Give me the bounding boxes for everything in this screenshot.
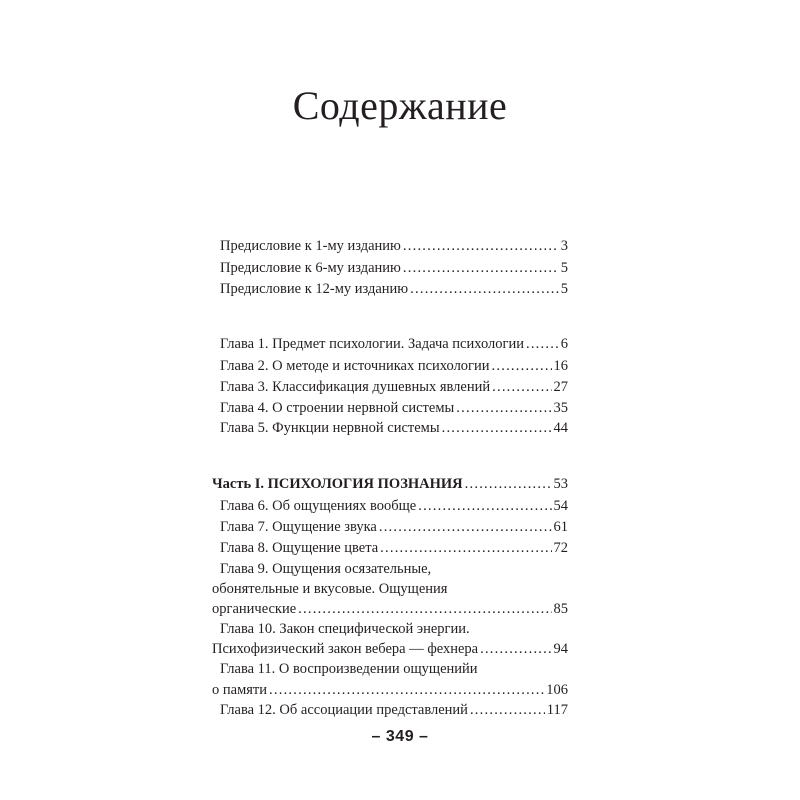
toc-entry-page: 3 <box>560 238 568 254</box>
toc-entry-chapter-11 <box>212 678 568 699</box>
toc-entry-label: Предисловие к 1-му изданию <box>220 238 401 254</box>
leader-dots <box>379 519 552 536</box>
toc-entry-page: 16 <box>553 358 568 374</box>
toc-entry-chapter-9 <box>212 597 568 618</box>
leader-dots <box>492 379 551 396</box>
toc-entry-label: Глава 4. О строении нервной системы <box>220 400 455 416</box>
toc-entry-label: Глава 8. Ощущение цвета <box>220 540 379 556</box>
toc-entry-chapter-12 <box>212 698 568 719</box>
toc-entry-label: Предисловие к 12-му изданию <box>220 281 409 297</box>
toc-entry-chapter-9-line-1: Глава 9. Ощущения осязательные, <box>220 561 432 577</box>
leader-dots <box>410 281 559 298</box>
leader-dots <box>403 260 559 277</box>
leader-dots <box>480 641 551 658</box>
toc-entry-label: Психофизический закон вебера — фехнера <box>212 641 479 657</box>
toc-entry-part-1 <box>212 472 568 493</box>
leader-dots <box>380 540 551 557</box>
toc-entry-chapter-11-line-1: Глава 11. О воспроизведении ощущенийи <box>220 661 478 677</box>
toc-entry-chapter-2 <box>212 354 568 375</box>
leader-dots <box>269 682 544 699</box>
toc-entry-label: Глава 2. О методе и источниках психологии <box>220 358 490 374</box>
leader-dots <box>492 358 552 375</box>
toc-entry-label: органические <box>212 601 297 617</box>
leader-dots <box>456 400 551 417</box>
leader-dots <box>418 498 551 515</box>
leader-dots <box>298 601 551 618</box>
toc-entry-label: о памяти <box>212 682 268 698</box>
page-title: Содержание <box>292 83 508 128</box>
leader-dots <box>526 336 559 353</box>
toc-entry-chapter-10 <box>212 637 568 658</box>
toc-entry-chapter-5 <box>212 416 568 437</box>
page-number: – 349 – <box>371 728 429 745</box>
toc-entry-page: 6 <box>560 336 568 352</box>
toc-entry-page: 5 <box>560 260 568 276</box>
toc-entry-chapter-7 <box>212 515 568 536</box>
leader-dots <box>470 702 545 719</box>
toc-entry-chapter-9-line-2: обонятельные и вкусовые. Ощущения <box>212 581 448 597</box>
toc-entry-page: 35 <box>553 400 568 416</box>
toc-entry-chapter-1 <box>212 332 568 353</box>
toc-entry-page: 5 <box>560 281 568 297</box>
toc-entry-page: 54 <box>553 498 568 514</box>
toc-entry-label: Глава 5. Функции нервной системы <box>220 420 440 436</box>
toc-entry-chapter-10-line-1: Глава 10. Закон специфической энергии. <box>220 621 470 637</box>
toc-entry-page: 61 <box>553 519 568 535</box>
toc-entry-page: 44 <box>553 420 568 436</box>
toc-entry-label: Глава 1. Предмет психологии. Задача психологии <box>220 336 524 352</box>
toc-entry-page: 94 <box>553 641 568 657</box>
toc-entry-chapter-4 <box>212 396 568 417</box>
toc-entry-preface-1 <box>212 234 568 255</box>
leader-dots <box>465 476 552 493</box>
leader-dots <box>442 420 552 437</box>
toc-part-label: Часть I. ПСИХОЛОГИЯ ПОЗНАНИЯ <box>212 476 463 492</box>
toc-entry-label: Глава 12. Об ассоциации представлений <box>220 702 468 718</box>
toc-entry-page: 106 <box>546 682 568 698</box>
toc-entry-chapter-8 <box>212 536 568 557</box>
toc-entry-page: 27 <box>553 379 568 395</box>
toc-entry-page: 85 <box>553 601 568 617</box>
leader-dots <box>403 238 559 255</box>
toc-entry-chapter-6 <box>212 494 568 515</box>
toc-entry-preface-12 <box>212 277 568 298</box>
toc-entry-page: 72 <box>553 540 568 556</box>
toc-entry-page: 53 <box>553 476 568 492</box>
toc-entry-chapter-3 <box>212 375 568 396</box>
toc-entry-label: Глава 7. Ощущение звука <box>220 519 377 535</box>
toc-entry-label: Глава 3. Классификация душевных явлений <box>220 379 491 395</box>
toc-entry-page: 117 <box>546 702 568 718</box>
toc-entry-label: Предисловие к 6-му изданию <box>220 260 401 276</box>
toc-entry-preface-6 <box>212 256 568 277</box>
toc-entry-label: Глава 6. Об ощущениях вообще <box>220 498 417 514</box>
